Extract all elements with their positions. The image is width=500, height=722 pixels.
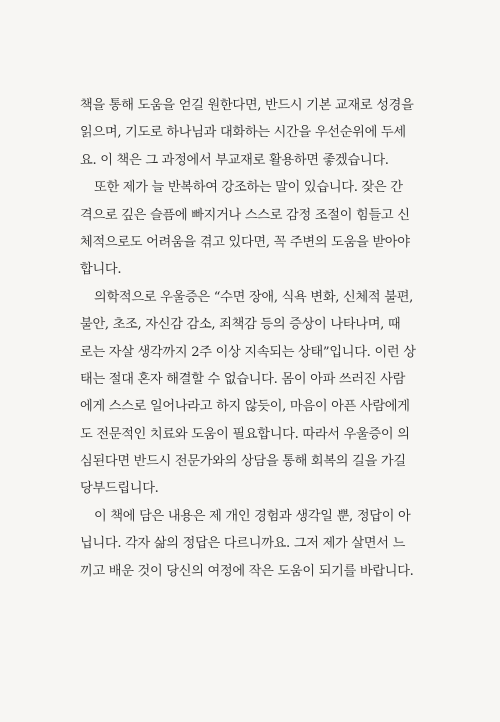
text-line: 심된다면 반드시 전문가와의 상담을 통해 회복의 길을 가길 [80,454,406,470]
text-line: 책을 통해 도움을 얻길 원한다면, 반드시 기본 교재로 성경을 [80,98,414,113]
text-line: 이 책에 담은 내용은 제 개인 경험과 생각일 뿐, 정답이 아 [94,508,411,524]
text-line: 당부드립니다. [80,481,159,497]
text-line: 읽으며, 기도로 하나님과 대화하는 시간을 우선순위에 두세 [80,125,406,141]
text-line: 끼고 배운 것이 당신의 여정에 작은 도움이 되기를 바랍니다. [80,563,414,579]
text-line: 도 전문적인 치료와 도움이 필요합니다. 따라서 우울증이 의 [80,426,410,442]
text-line: 의학적으로 우울증은 “수면 장애, 식욕 변화, 신체적 불편, [94,289,414,305]
paragraph-2 [80,174,420,284]
text-line: 로는 자살 생각까지 2주 이상 지속되는 상태”입니다. 이런 상 [80,344,416,360]
text-line: 합니다. [80,262,122,278]
text-line: 요. 이 책은 그 과정에서 부교재로 활용하면 좋겠습니다. [80,152,389,168]
body-text [80,92,420,585]
paragraph-1 [80,92,420,174]
text-line: 또한 제가 늘 반복하여 강조하는 말이 있습니다. 잦은 간 [94,180,403,196]
text-line: 태는 절대 혼자 해결할 수 없습니다. 몸이 아파 쓰러진 사람 [80,371,406,387]
text-line: 체적으로도 어려움을 겪고 있다면, 꼭 주변의 도움을 받아야 [80,234,410,250]
text-line: 불안, 초조, 자신감 감소, 죄책감 등의 증상이 나타나며, 때 [80,317,401,333]
text-line: 격으로 깊은 슬픔에 빠지거나 스스로 감정 조절이 힘들고 신 [80,207,410,223]
text-line: 에게 스스로 일어나라고 하지 않듯이, 마음이 아픈 사람에게 [80,399,410,415]
paragraph-4 [80,503,420,585]
text-line: 닙니다. 각자 삶의 정답은 다르니까요. 그저 제가 살면서 느 [80,536,406,552]
paragraph-3 [80,284,420,503]
